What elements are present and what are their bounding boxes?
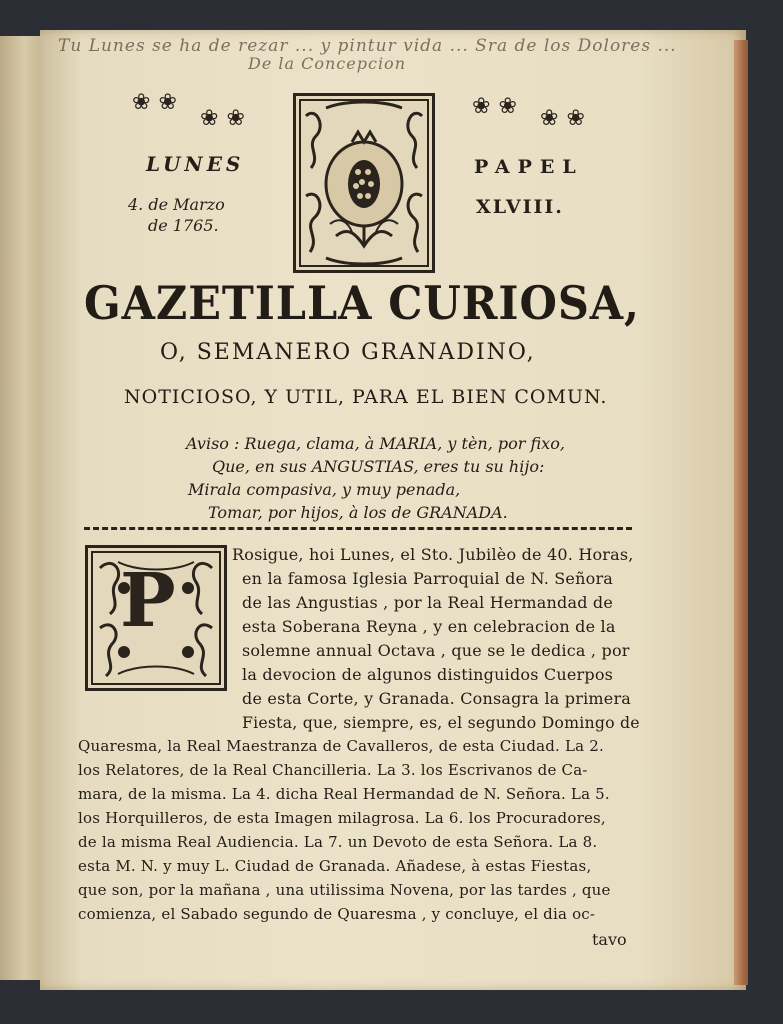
paper-label: PAPEL — [474, 156, 584, 178]
body-line-4: esta Soberana Reyna , y en celebracion de la — [242, 617, 616, 636]
pomegranate-woodcut-icon — [293, 93, 435, 273]
handwriting-line-2: De la Concepcion — [248, 54, 406, 73]
body-line-9: Quaresma, la Real Maestranza de Cavalleros, de esta Ciudad. La 2. — [78, 737, 604, 755]
verse-line-3: Mirala compasiva, y muy penada, — [188, 480, 461, 499]
body-line-5: solemne annual Octava , que se le dedica , por — [242, 641, 630, 660]
catchword: tavo — [592, 930, 627, 949]
newspaper-subtitle-2: NOTICIOSO, Y UTIL, PARA EL BIEN COMUN. — [124, 386, 608, 408]
initial-letter: P — [120, 558, 176, 644]
body-line-7: de esta Corte, y Granada. Consagra la primera — [242, 689, 632, 708]
body-line-2: en la famosa Iglesia Parroquial de N. Señora — [242, 569, 614, 588]
fleuron-ornament-left-2: ❀❀ — [200, 106, 253, 131]
date-line-1: 4. de Marzo — [128, 195, 225, 214]
fleuron-ornament-right: ❀❀ — [472, 94, 525, 119]
verse-line-2: Que, en sus ANGUSTIAS, eres tu su hijo: — [212, 457, 545, 476]
paper-number: XLVIII. — [476, 196, 564, 218]
body-line-12: los Horquilleros, de esta Imagen milagrosa. La 6. los Procuradores, — [78, 809, 606, 827]
handwritten-annotation — [58, 36, 728, 80]
page-fore-edge — [734, 40, 748, 985]
handwriting-line-1: Tu Lunes se ha de rezar ... y pintur vida ... Sra de los Dolores ... — [58, 36, 677, 56]
body-line-10: los Relatores, de la Real Chancilleria. La 3. los Escrivanos de Ca- — [78, 761, 588, 779]
weekday-label: LUNES — [146, 152, 245, 176]
body-line-15: que son, por la mañana , una utilissima Novena, por las tardes , que — [78, 881, 611, 899]
verse-line-4: Tomar, por hijos, à los de GRANADA. — [208, 503, 508, 522]
ornamental-rule — [84, 527, 632, 530]
body-line-3: de las Angustias , por la Real Hermandad de — [242, 593, 614, 612]
date-line-2: de 1765. — [148, 216, 219, 235]
facing-page-edge — [0, 36, 45, 980]
fleuron-ornament-left: ❀❀ — [132, 90, 185, 115]
fleuron-ornament-right-2: ❀❀ — [540, 106, 593, 131]
body-line-11: mara, de la misma. La 4. dicha Real Hermandad de N. Señora. La 5. — [78, 785, 610, 803]
body-line-14: esta M. N. y muy L. Ciudad de Granada. Añadese, à estas Fiestas, — [78, 857, 592, 875]
body-line-13: de la misma Real Audiencia. La 7. un Devoto de esta Señora. La 8. — [78, 833, 598, 851]
verse-line-1: Aviso : Ruega, clama, à MARIA, y tèn, por fixo, — [186, 434, 565, 453]
body-line-8: Fiesta, que, siempre, es, el segundo Domingo de — [242, 713, 640, 732]
newspaper-title: GAZETILLA CURIOSA, — [84, 276, 640, 330]
newspaper-subtitle: O, SEMANERO GRANADINO, — [160, 340, 536, 365]
body-line-16: comienza, el Sabado segundo de Quaresma , y concluye, el dia oc- — [78, 905, 596, 923]
body-line-6: la devocion de algunos distinguidos Cuerpos — [242, 665, 614, 684]
body-line-1: Rosigue, hoi Lunes, el Sto. Jubilèo de 40. Horas, — [232, 545, 634, 564]
